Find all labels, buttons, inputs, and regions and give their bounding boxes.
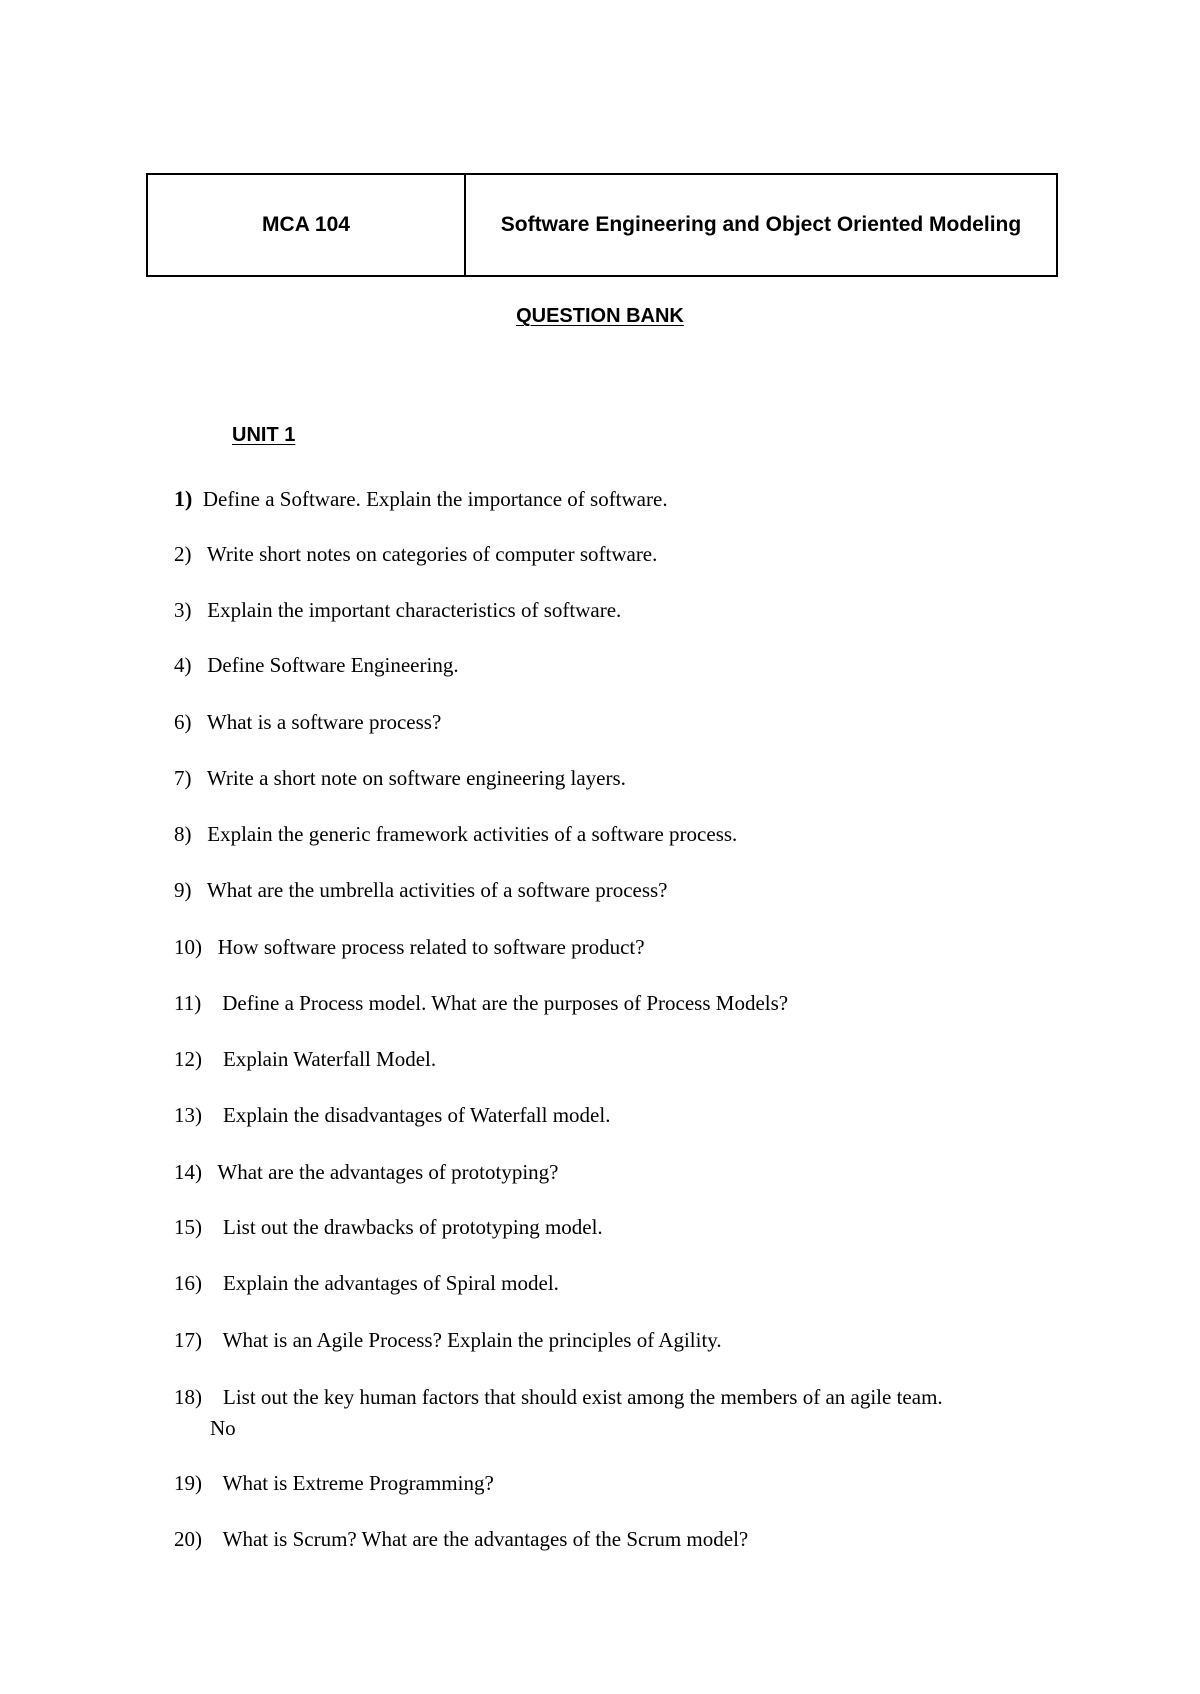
question-text: Explain the disadvantages of Waterfall model. <box>223 1103 611 1127</box>
question-text: Explain Waterfall Model. <box>223 1047 437 1071</box>
question-text: Explain the important characteristics of software. <box>207 598 622 622</box>
question-text: What are the umbrella activities of a software process? <box>206 878 668 902</box>
question-item <box>174 595 1074 626</box>
question-item <box>174 932 1074 963</box>
question-item <box>174 763 1074 794</box>
question-number: 2) <box>174 542 192 566</box>
question-number: 12) <box>174 1047 202 1071</box>
question-text: List out the key human factors that should exist among the members of an agile team. <box>223 1385 943 1409</box>
question-text: Write a short note on software engineering layers. <box>206 766 626 790</box>
question-text: Explain the advantages of Spiral model. <box>223 1271 559 1295</box>
question-text: What are the advantages of prototyping? <box>217 1160 559 1184</box>
unit-heading <box>232 424 295 447</box>
question-text: What is Scrum? What are the advantages of the Scrum model? <box>222 1527 749 1551</box>
question-item <box>174 1212 1074 1243</box>
question-number: 9) <box>174 878 192 902</box>
question-item <box>174 1382 1074 1444</box>
question-number: 13) <box>174 1103 202 1127</box>
question-number: 15) <box>174 1215 202 1239</box>
question-item <box>174 1157 1074 1188</box>
question-item <box>174 707 1074 738</box>
question-text: What is Extreme Programming? <box>222 1471 494 1495</box>
course-title: Software Engineering and Object Oriented Modeling <box>500 213 1022 236</box>
question-number: 3) <box>174 598 192 622</box>
question-item <box>174 1325 1074 1356</box>
question-number: 8) <box>174 822 192 846</box>
question-text: What is an Agile Process? Explain the principles of Agility. <box>222 1328 722 1352</box>
question-text: How software process related to software product? <box>217 935 645 959</box>
question-item <box>174 1468 1074 1499</box>
question-number: 18) <box>174 1385 202 1409</box>
question-text: Define a Software. Explain the importance of software. <box>202 487 668 511</box>
question-text: List out the drawbacks of prototyping model. <box>223 1215 603 1239</box>
question-bank-heading-text: QUESTION BANK <box>516 305 684 327</box>
question-text: Define a Process model. What are the purposes of Process Models? <box>222 991 789 1015</box>
question-number: 4) <box>174 653 192 677</box>
question-number: 11) <box>174 991 202 1015</box>
question-number: 14) <box>174 1160 202 1184</box>
question-item <box>174 1044 1074 1075</box>
question-text: Write short notes on categories of computer software. <box>206 542 658 566</box>
question-text: What is a software process? <box>206 710 442 734</box>
unit-heading-text: UNIT 1 <box>232 424 296 446</box>
question-number: 7) <box>174 766 192 790</box>
question-item <box>174 1524 1074 1555</box>
question-number: 1) <box>174 486 193 511</box>
question-number: 17) <box>174 1328 202 1352</box>
question-item <box>174 875 1074 906</box>
question-text: Explain the generic framework activities of a software process. <box>207 822 738 846</box>
question-item <box>174 988 1074 1019</box>
course-code: MCA 104 <box>148 175 466 275</box>
course-header-table <box>146 173 1058 277</box>
question-item <box>174 539 1074 570</box>
question-bank-heading <box>0 305 1200 328</box>
question-item <box>174 483 1074 515</box>
question-item <box>174 650 1074 681</box>
question-number: 16) <box>174 1271 202 1295</box>
question-item <box>174 1100 1074 1131</box>
question-number: 20) <box>174 1527 202 1551</box>
question-number: 19) <box>174 1471 202 1495</box>
question-number: 6) <box>174 710 192 734</box>
question-text: Define Software Engineering. <box>207 653 459 677</box>
question-number: 10) <box>174 935 202 959</box>
question-item <box>174 1268 1074 1299</box>
question-item <box>174 819 1074 850</box>
question-continuation: No <box>210 1416 236 1440</box>
